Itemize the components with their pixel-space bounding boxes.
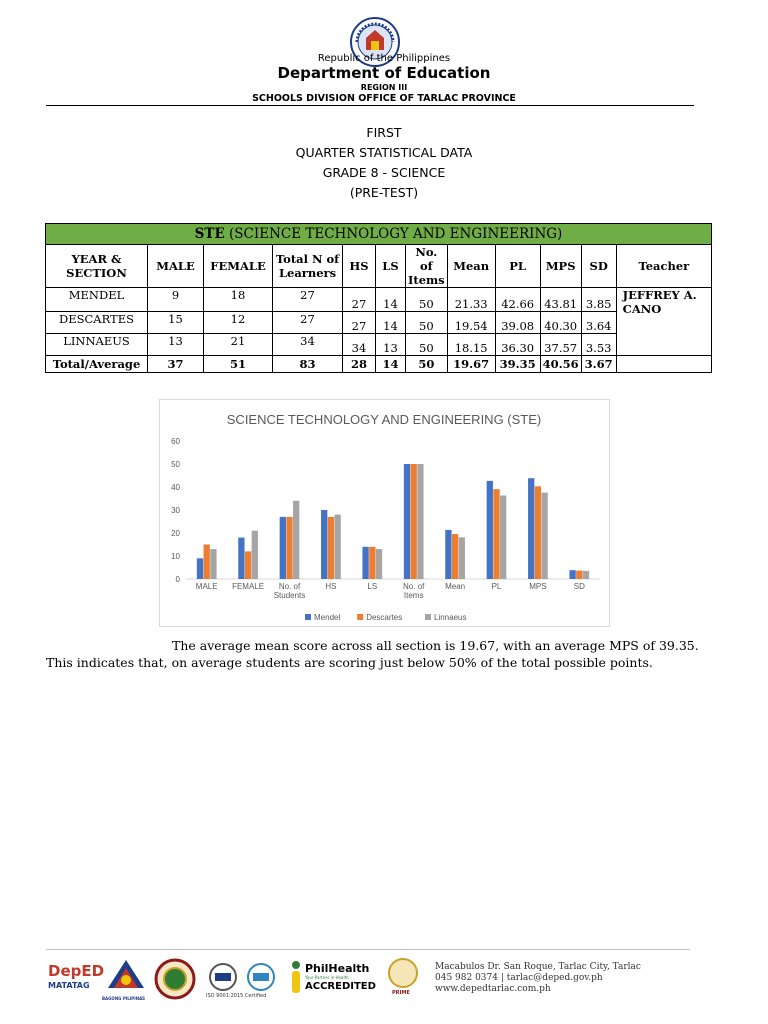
cell-mps: 43.81	[540, 288, 581, 312]
cell-ls: 14	[376, 312, 406, 334]
bar-linnaeus	[459, 537, 465, 579]
x-category-label: Students	[273, 591, 306, 600]
cell-sd: 3.85	[581, 288, 616, 312]
statistics-table	[45, 223, 712, 373]
x-category-label: HS	[325, 582, 337, 591]
x-category-label: LS	[367, 582, 378, 591]
cell-total: 27	[273, 288, 343, 312]
col-header: Total N of Learners	[273, 245, 343, 288]
chart-title: SCIENCE TECHNOLOGY AND ENGINEERING (STE)	[226, 412, 542, 427]
cell-hs: 27	[343, 312, 376, 334]
table-header-row	[46, 245, 712, 288]
title-line-4: (PRE-TEST)	[349, 185, 419, 200]
col-header: No. of Items	[406, 245, 448, 288]
col-header: PL	[495, 245, 540, 288]
bar-descartes	[369, 547, 375, 579]
y-tick-label: 10	[171, 552, 180, 561]
table-row	[46, 334, 712, 356]
bar-mendel	[238, 538, 244, 579]
deped-logo: DepED	[48, 962, 105, 980]
col-header: LS	[376, 245, 406, 288]
bar-linnaeus	[293, 501, 299, 579]
cell-mean: 21.33	[447, 288, 495, 312]
table-row	[46, 288, 712, 312]
prime-hrm-logo	[386, 956, 420, 990]
cell-section: LINNAEUS	[46, 334, 148, 356]
cell-items: 50	[406, 312, 448, 334]
cell-ls: 14	[376, 356, 406, 373]
region-line: REGION III	[360, 83, 408, 92]
legend-swatch-mendel	[305, 614, 311, 620]
matatag-logo: MATATAG	[48, 981, 90, 990]
col-header: FEMALE	[204, 245, 273, 288]
col-header: HS	[343, 245, 376, 288]
cell-section: DESCARTES	[46, 312, 148, 334]
header-divider	[46, 105, 694, 106]
bar-mendel	[362, 547, 368, 579]
y-tick-label: 40	[171, 483, 180, 492]
legend-swatch-linnaeus	[425, 614, 431, 620]
philhealth-tagline: Your Partner in Health	[305, 975, 349, 980]
x-category-label: PL	[491, 582, 502, 591]
bagong-pilipinas-logo	[104, 956, 148, 994]
cell-mps: 40.30	[540, 312, 581, 334]
cell-teacher: JEFFREY A. CANO	[616, 288, 711, 356]
x-category-label: No. of	[403, 582, 425, 591]
cell-sd: 3.64	[581, 312, 616, 334]
col-header: Mean	[447, 245, 495, 288]
cell-section: MENDEL	[46, 288, 148, 312]
cell-female: 21	[204, 334, 273, 356]
bar-linnaeus	[583, 571, 589, 579]
bar-mendel	[280, 517, 286, 579]
cell-items: 50	[406, 356, 448, 373]
bar-descartes	[328, 517, 334, 579]
bar-descartes	[286, 517, 292, 579]
title-line-2: QUARTER STATISTICAL DATA	[295, 145, 473, 160]
division-seal-logo	[154, 958, 196, 1000]
bar-mendel	[528, 478, 534, 579]
bagong-pilipinas-text: BAGONG PILIPINAS	[102, 996, 146, 1001]
cell-total-label: Total/Average	[46, 356, 148, 373]
banner-full-name: (SCIENCE TECHNOLOGY AND ENGINEERING)	[224, 226, 563, 242]
iso-logo	[206, 962, 240, 992]
x-category-label: Items	[403, 591, 424, 600]
table-banner-row	[46, 224, 712, 245]
summary-text: The average mean score across all section is 19.67, with an average MPS of 39.35. This indicates that, on average students are scoring just below 50% of the total possible points.	[46, 638, 699, 670]
bar-mendel	[569, 570, 575, 579]
bar-linnaeus	[252, 531, 258, 579]
x-category-label: No. of	[278, 582, 301, 591]
footer-logos	[46, 954, 426, 1004]
legend-label-descartes: Descartes	[366, 613, 403, 622]
cell-hs: 28	[343, 356, 376, 373]
col-header: MPS	[540, 245, 581, 288]
bar-mendel	[321, 510, 327, 579]
cell-mps: 40.56	[540, 356, 581, 373]
title-line-3: GRADE 8 - SCIENCE	[322, 165, 446, 180]
cell-empty	[616, 356, 711, 373]
legend-label-mendel: Mendel	[314, 613, 341, 622]
cell-male: 15	[148, 312, 204, 334]
prime-text: PRIME	[392, 990, 410, 996]
cell-male: 13	[148, 334, 204, 356]
bar-descartes	[245, 551, 251, 579]
cell-pl: 42.66	[495, 288, 540, 312]
cell-hs: 27	[343, 288, 376, 312]
title-line-1: FIRST	[366, 125, 402, 140]
bar-descartes	[452, 534, 458, 579]
col-header: Teacher	[616, 245, 711, 288]
bar-mendel	[404, 464, 410, 579]
ste-chart	[159, 399, 610, 627]
cell-total: 34	[273, 334, 343, 356]
bar-linnaeus	[541, 493, 547, 579]
col-header: MALE	[148, 245, 204, 288]
banner-abbrev: STE	[194, 226, 225, 242]
bar-linnaeus	[500, 496, 506, 579]
cell-mean: 19.67	[447, 356, 495, 373]
x-category-label: MPS	[529, 582, 547, 591]
bar-descartes	[576, 571, 582, 579]
y-tick-label: 60	[171, 437, 180, 446]
bar-descartes	[535, 486, 541, 579]
y-tick-label: 50	[171, 460, 180, 469]
table-total-row	[46, 356, 712, 373]
y-tick-label: 0	[175, 575, 180, 584]
bar-linnaeus	[376, 549, 382, 579]
x-category-label: FEMALE	[232, 582, 265, 591]
bar-descartes	[204, 545, 210, 580]
summary-paragraph	[46, 637, 726, 671]
y-tick-label: 30	[171, 506, 180, 515]
philhealth-title: PhilHealth	[305, 962, 370, 975]
bar-descartes	[493, 489, 499, 579]
footer-contact	[435, 962, 641, 995]
x-category-label: Mean	[445, 582, 466, 591]
col-header: YEAR & SECTION	[46, 245, 148, 288]
bar-linnaeus	[210, 549, 216, 579]
republic-line: Republic of the Philippines	[317, 53, 451, 64]
certification-logo	[244, 962, 278, 992]
footer-divider	[46, 949, 690, 950]
y-tick-label: 20	[171, 529, 180, 538]
bar-mendel	[197, 558, 203, 579]
table-row	[46, 312, 712, 334]
cell-pl: 36.30	[495, 334, 540, 356]
cell-mean: 19.54	[447, 312, 495, 334]
cell-female: 12	[204, 312, 273, 334]
bar-linnaeus	[334, 515, 340, 579]
footer-address: Macabulos Dr. San Roque, Tarlac City, Tarlac	[435, 962, 641, 972]
philhealth-figure-icon	[289, 960, 303, 996]
cell-mps: 37.57	[540, 334, 581, 356]
bar-mendel	[445, 530, 451, 579]
cell-male: 37	[148, 356, 204, 373]
cell-sd: 3.53	[581, 334, 616, 356]
footer-phone-email: 045 982 0374 | tarlac@deped.gov.ph	[435, 973, 603, 983]
department-name: Department of Education	[277, 64, 491, 82]
cell-ls: 14	[376, 288, 406, 312]
cell-items: 50	[406, 288, 448, 312]
cell-ls: 13	[376, 334, 406, 356]
cell-sd: 3.67	[581, 356, 616, 373]
x-category-label: SD	[573, 582, 585, 591]
cell-hs: 34	[343, 334, 376, 356]
cell-pl: 39.35	[495, 356, 540, 373]
cell-total: 83	[273, 356, 343, 373]
cell-male: 9	[148, 288, 204, 312]
bar-descartes	[411, 464, 417, 579]
iso-caption: ISO 9001:2015 Certified	[206, 993, 267, 999]
footer-website: www.depedtarlac.com.ph	[435, 984, 551, 994]
bar-mendel	[487, 481, 493, 579]
philhealth-accredited: ACCREDITED	[305, 981, 376, 992]
ste-chart-svg	[160, 400, 609, 626]
legend-label-linnaeus: Linnaeus	[434, 613, 467, 622]
bar-linnaeus	[417, 464, 423, 579]
cell-female: 51	[204, 356, 273, 373]
cell-mean: 18.15	[447, 334, 495, 356]
cell-female: 18	[204, 288, 273, 312]
cell-total: 27	[273, 312, 343, 334]
cell-pl: 39.08	[495, 312, 540, 334]
legend-swatch-descartes	[357, 614, 363, 620]
x-category-label: MALE	[195, 582, 218, 591]
cell-items: 50	[406, 334, 448, 356]
col-header: SD	[581, 245, 616, 288]
division-line: SCHOOLS DIVISION OFFICE OF TARLAC PROVINCE	[252, 93, 516, 104]
table-banner	[46, 224, 712, 245]
